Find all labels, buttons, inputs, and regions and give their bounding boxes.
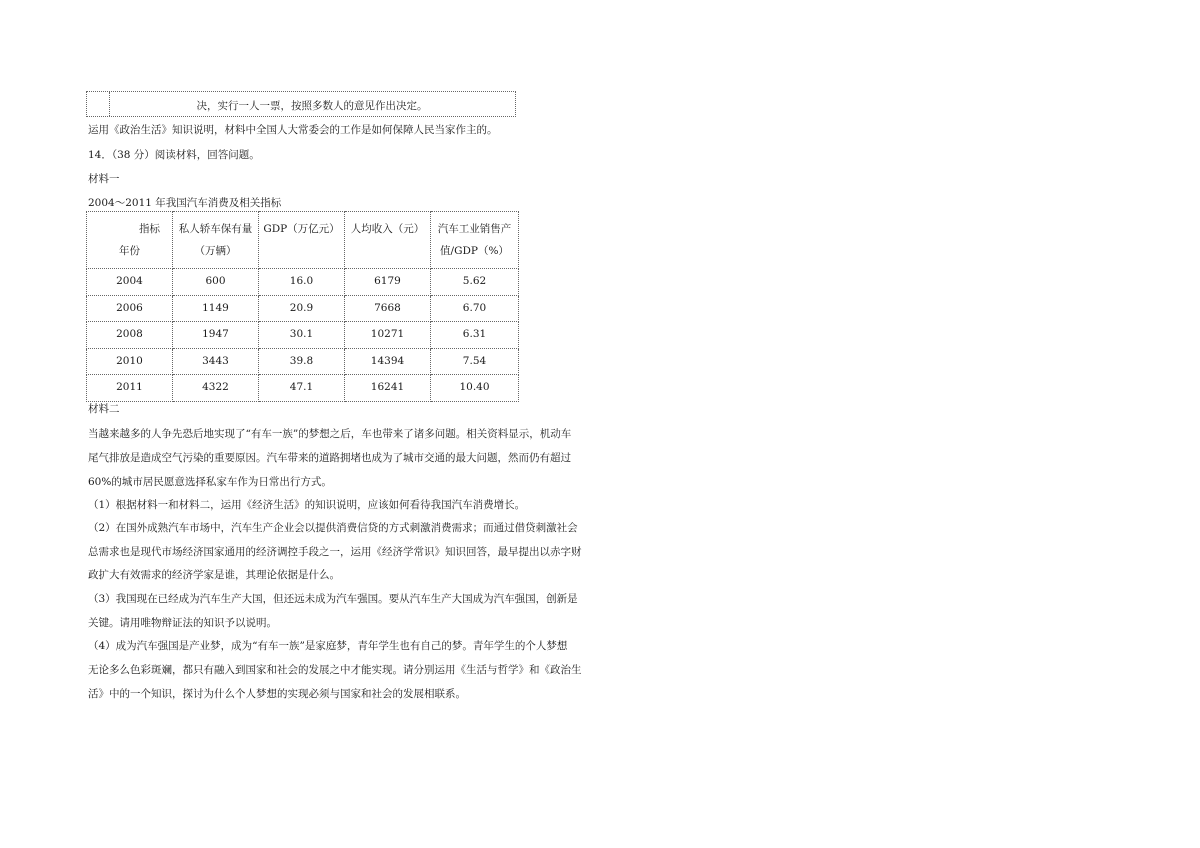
continuation-cell-text: 决，实行一人一票，按照多数人的意见作出决定。 <box>196 100 428 112</box>
material2-label: 材料二 <box>88 403 120 415</box>
table-row <box>87 348 519 375</box>
cell-cars: 1947 <box>173 322 259 349</box>
cell-cars: 3443 <box>173 348 259 375</box>
header-corner-cell <box>87 212 173 269</box>
table-row <box>87 322 519 349</box>
material2-text-line: 尾气排放是造成空气污染的重要原因。汽车带来的道路拥堵也成为了城市交通的最大问题，然而仍有超过 <box>88 452 571 464</box>
cell-ratio: 10.40 <box>431 375 519 402</box>
header-indicator: 指标 <box>139 223 160 235</box>
cell-ratio: 7.54 <box>431 348 519 375</box>
material1-label: 材料一 <box>88 173 120 185</box>
cell-income: 7668 <box>345 295 431 322</box>
cell-gdp: 47.1 <box>259 375 345 402</box>
question-4-line: （4）成为汽车强国是产业梦，成为“有车一族”是家庭梦，青年学生也有自己的梦。青年学生的个人梦想 <box>88 640 568 652</box>
table-row <box>87 295 519 322</box>
header-auto-ratio-line1: 汽车工业销售产 <box>437 223 512 235</box>
cell-year: 2004 <box>87 269 173 296</box>
q14-header: 14．（38 分）阅读材料，回答问题。 <box>88 149 260 161</box>
header-gdp <box>259 212 345 269</box>
header-income-text: 人均收入（元） <box>350 223 425 235</box>
header-cars-line1: 私人轿车保有量 <box>178 223 253 235</box>
cell-income: 14394 <box>345 348 431 375</box>
cell-year: 2010 <box>87 348 173 375</box>
header-auto-ratio-line2: 值/GDP（%） <box>440 245 509 257</box>
header-year: 年份 <box>119 245 140 257</box>
cell-gdp: 20.9 <box>259 295 345 322</box>
continuation-table-row <box>86 91 516 117</box>
cell-gdp: 16.0 <box>259 269 345 296</box>
question-4-line: 无论多么色彩斑斓，都只有融入到国家和社会的发展之中才能实现。请分别运用《生活与哲学》和《政治生 <box>88 664 582 676</box>
header-auto-ratio <box>431 212 519 269</box>
cell-gdp: 39.8 <box>259 348 345 375</box>
q13-prompt: 运用《政治生活》知识说明，材料中全国人大常委会的工作是如何保障人民当家作主的。 <box>88 124 498 136</box>
cell-ratio: 6.70 <box>431 295 519 322</box>
question-4-line: 活》中的一个知识，探讨为什么个人梦想的实现必须与国家和社会的发展相联系。 <box>88 688 466 700</box>
question-2-line: 政扩大有效需求的经济学家是谁，其理论依据是什么。 <box>88 569 340 581</box>
header-gdp-text: GDP（万亿元） <box>263 223 340 235</box>
question-2-line: （2）在国外成熟汽车市场中，汽车生产企业会以提供消费信贷的方式刺激消费需求；而通过借贷刺激社会 <box>88 522 578 534</box>
material2-text-line: 当越来越多的人争先恐后地实现了“有车一族”的梦想之后，车也带来了诸多问题。相关资料显示，机动车 <box>88 428 572 440</box>
cell-ratio: 5.62 <box>431 269 519 296</box>
material2-text-line: 60%的城市居民愿意选择私家车作为日常出行方式。 <box>88 476 332 488</box>
cell-year: 2011 <box>87 375 173 402</box>
cell-ratio: 6.31 <box>431 322 519 349</box>
question-3-line: （3）我国现在已经成为汽车生产大国，但还远未成为汽车强国。要从汽车生产大国成为汽车强国，创新是 <box>88 593 578 605</box>
cell-income: 10271 <box>345 322 431 349</box>
cell-income: 16241 <box>345 375 431 402</box>
question-3-line: 关键。请用唯物辩证法的知识予以说明。 <box>88 617 277 629</box>
table-row <box>87 269 519 296</box>
cell-year: 2008 <box>87 322 173 349</box>
header-cars <box>173 212 259 269</box>
table-header-row <box>87 212 519 269</box>
cell-cars: 600 <box>173 269 259 296</box>
cell-cars: 1149 <box>173 295 259 322</box>
indicator-table <box>86 211 519 402</box>
header-income <box>345 212 431 269</box>
header-cars-line2: （万辆） <box>194 245 237 257</box>
table-title: 2004～2011 年我国汽车消费及相关指标 <box>88 197 282 209</box>
question-1: （1）根据材料一和材料二，运用《经济生活》的知识说明，应该如何看待我国汽车消费增长。 <box>88 499 526 511</box>
cell-income: 6179 <box>345 269 431 296</box>
cell-cars: 4322 <box>173 375 259 402</box>
cell-year: 2006 <box>87 295 173 322</box>
table-row <box>87 375 519 402</box>
cell-gdp: 30.1 <box>259 322 345 349</box>
question-2-line: 总需求也是现代市场经济国家通用的经济调控手段之一，运用《经济学常识》知识回答，最早提出以赤字财 <box>88 546 582 558</box>
